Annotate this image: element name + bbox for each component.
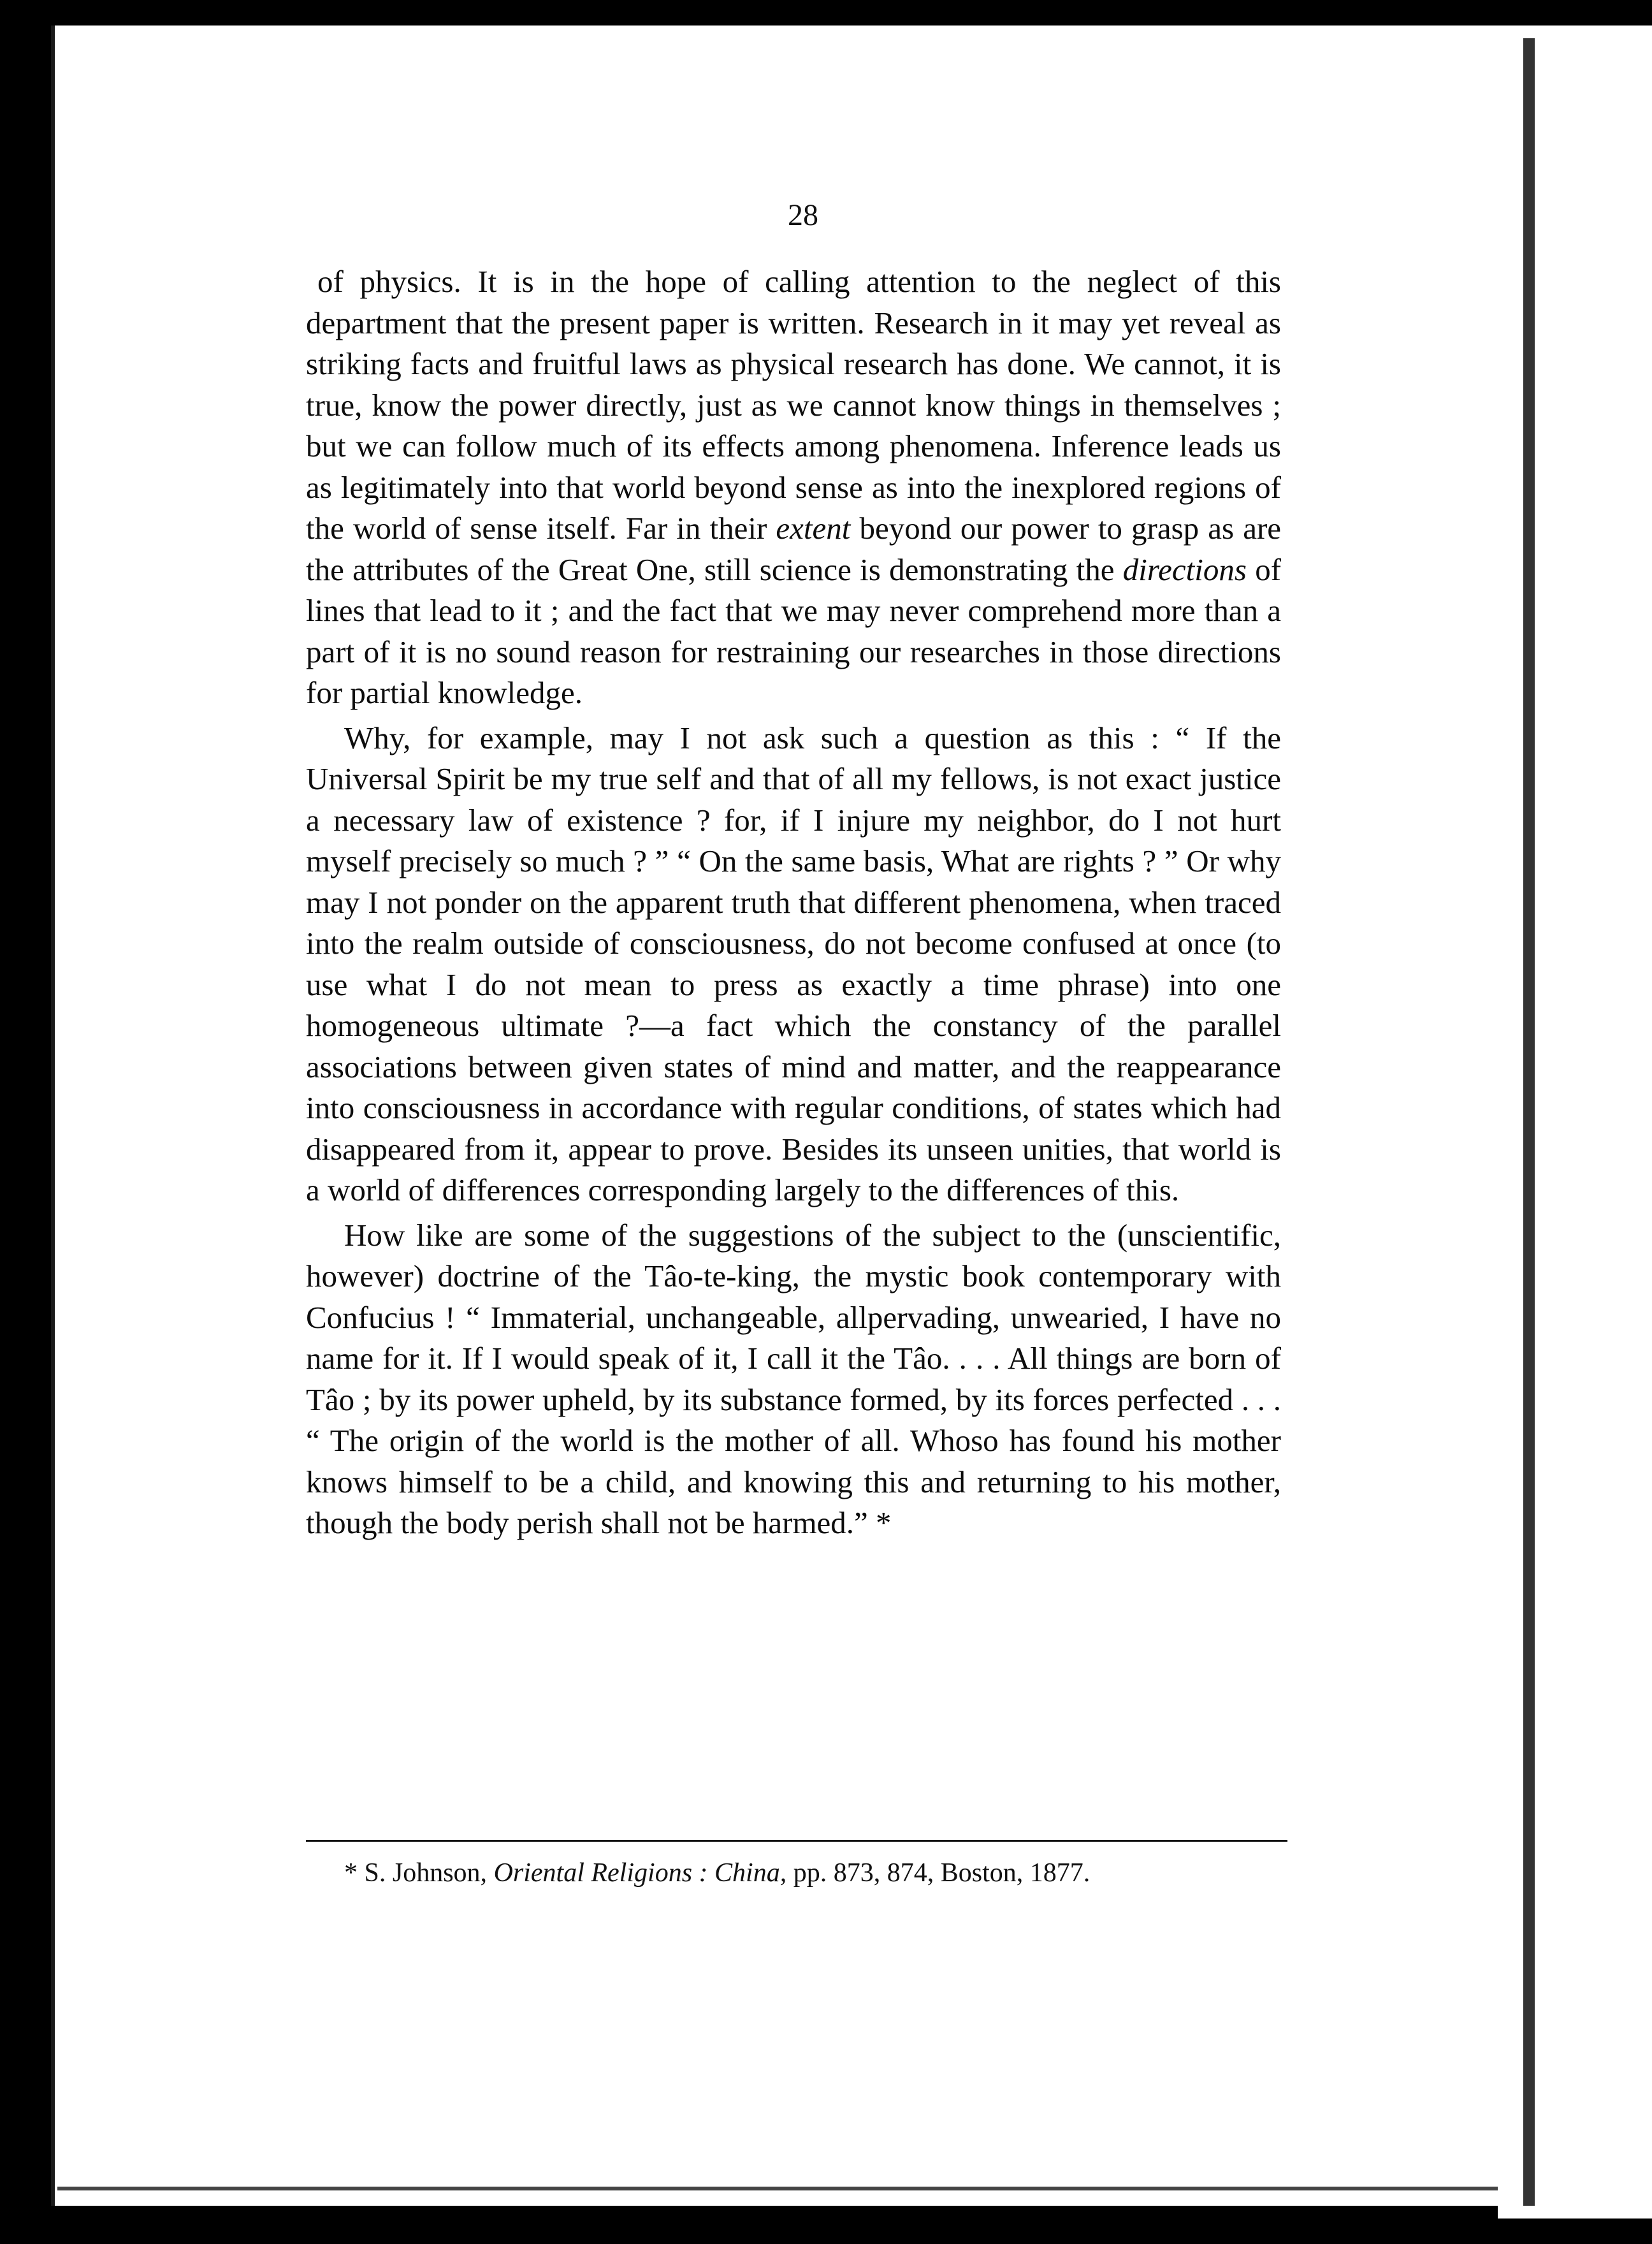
paragraph-1-text-2: beyond our power to grasp as are the attributes of the Great One, still science is demonstrating the	[306, 511, 1282, 587]
footnote	[344, 1855, 1287, 1891]
paragraph-1	[306, 261, 1281, 714]
page-bottom-edge	[57, 2187, 1498, 2190]
paragraph-3: How like are some of the suggestions of the subject to the (unscientific, however) doctrine of the Tâo-te-king, the mystic book contemporary with Confucius ! “ Immaterial, unchangeable, allpervading, unwearied, I have no name for it. If I would speak of it, I call it the Tâo. . . . All things are born of Tâo ; by its power upheld, by its substance formed, by its forces perfected . . . “ The origin of the world is the mother of all. Whoso has found his mother knows himself to be a child, and knowing this and returning to his mother, though the body perish shall not be harmed.” *	[306, 1217, 1281, 1540]
body-text	[306, 261, 1281, 1548]
emphasis-directions: directions	[1122, 551, 1247, 587]
footnote-author: S. Johnson,	[364, 1858, 488, 1888]
scan-border-top	[0, 0, 1652, 26]
paragraph-1-text-3: of lines that lead to it ; and the fact that we may never comprehend more than a part of it is no sound reason for restraining our researches in those directions for partial knowledge.	[306, 551, 1282, 710]
binding-edge	[1523, 38, 1535, 2206]
emphasis-extent: extent	[776, 511, 851, 546]
page-number: 28	[788, 198, 818, 232]
footnote-rule	[306, 1840, 1287, 1842]
footnote-marker: *	[344, 1858, 358, 1888]
page-edge	[1498, 26, 1652, 2218]
paragraph-2: Why, for example, may I not ask such a question as this : “ If the Universal Spirit be my true self and that of all my fellows, is not exact justice a necessary law of existence ? for, if I injure my neighbor, do I not hurt myself precisely so much ? ” “ On the same basis, What are rights ? ” Or why may I not ponder on the apparent truth that different phenomena, when traced into the realm outside of consciousness, do not become confused at once (to use what I do not mean to press as exactly a time phrase) into one homogeneous ultimate ?—a fact which the constancy of the parallel associations between given states of mind and matter, and the reappearance into consciousness in accordance with regular conditions, of states which had disappeared from it, appear to prove. Besides its unseen unities, that world is a world of differences corresponding largely to the differences of this.	[306, 720, 1281, 1207]
footnote-details: pp. 873, 874, Boston, 1877.	[793, 1858, 1090, 1888]
footnote-title: Oriental Religions : China,	[493, 1858, 787, 1888]
paragraph-1-text: of physics. It is in the hope of calling attention to the neglect of this department that the present paper is written. Research in it may yet reveal as striking facts and fruitful laws as physical research has done. We cannot, it is true, know the power directly, just as we cannot know things in themselves ; but we can follow much of its effects among phenomena. Inference leads us as legitimately into that world beyond sense as into the inexplored regions of the world of sense itself. Far in their	[306, 264, 1281, 546]
